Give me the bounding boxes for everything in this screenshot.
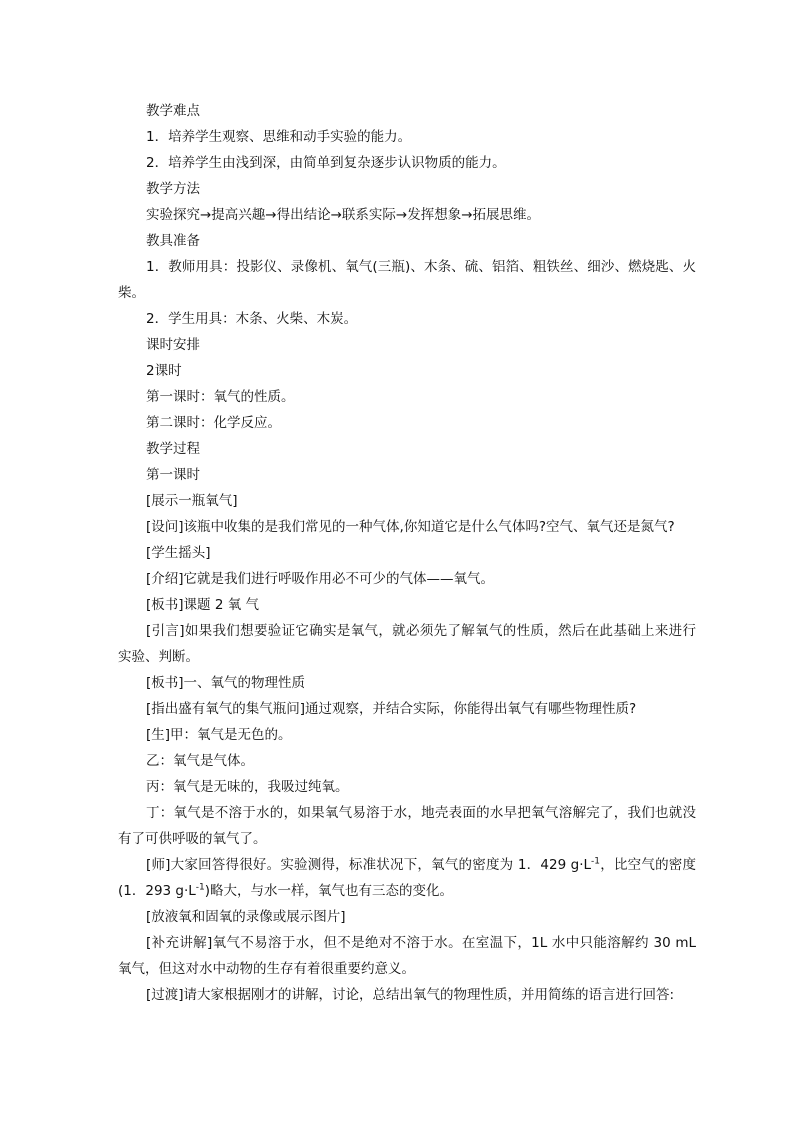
paragraph: 丁：氧气是不溶于水的，如果氧气易溶于水，地壳表面的水早把氧气溶解完了，我们也就没有了可供呼吸的氧气了。: [118, 805, 696, 847]
paragraph-list: [118, 98, 696, 852]
density-text-2: ，比空气的密度(1．293 g·L: [118, 857, 696, 899]
paragraph: 2课时: [146, 363, 182, 379]
paragraph: [设问]该瓶中收集的是我们常见的一种气体,你知道它是什么气体吗?空气、氧气还是氮气?: [146, 519, 675, 535]
unit-exponent: -1: [591, 856, 601, 867]
paragraph: 实验探究→提高兴趣→得出结论→联系实际→发挥想象→拓展思维。: [146, 207, 541, 223]
density-text-1: [师]大家回答得很好。实验测得，标准状况下，氧气的密度为 1．429 g·L: [146, 857, 592, 873]
paragraph: 乙：氧气是气体。: [146, 753, 254, 769]
paragraph: 第二课时：化学反应。: [146, 415, 281, 431]
paragraph-list-tail: [118, 904, 696, 1008]
density-text-3: )略大，与水一样，氧气也有三态的变化。: [204, 883, 454, 899]
paragraph: [指出盛有氧气的集气瓶问]通过观察，并结合实际，你能得出氧气有哪些物理性质?: [146, 701, 637, 717]
paragraph: [介绍]它就是我们进行呼吸作用必不可少的气体——氧气。: [146, 571, 495, 587]
paragraph: [学生摇头]: [146, 545, 211, 561]
paragraph: 教学方法: [146, 181, 200, 197]
paragraph: 教学过程: [146, 441, 200, 457]
paragraph: 1．培养学生观察、思维和动手实验的能力。: [146, 129, 412, 145]
paragraph: [展示一瓶氧气]: [146, 493, 238, 509]
paragraph: 课时安排: [146, 337, 200, 353]
paragraph: 2．学生用具：木条、火柴、木炭。: [146, 311, 358, 327]
density-paragraph: [118, 852, 696, 904]
unit-exponent: -1: [195, 882, 205, 893]
paragraph: 第一课时: [146, 467, 200, 483]
paragraph: [过渡]请大家根据刚才的讲解，讨论，总结出氧气的物理性质，并用简练的语言进行回答:: [146, 987, 675, 1003]
paragraph: [放液氧和固氧的录像或展示图片]: [146, 909, 346, 925]
paragraph: 丙：氧气是无味的，我吸过纯氧。: [146, 779, 349, 795]
paragraph: [补充讲解]氧气不易溶于水，但不是绝对不溶于水。在室温下，1L 水中只能溶解约 30 mL 氧气，但这对水中动物的生存有着很重要约意义。: [118, 935, 696, 977]
paragraph: [引言]如果我们想要验证它确实是氧气，就必须先了解氧气的性质，然后在此基础上来进行实验、判断。: [118, 623, 696, 665]
paragraph: 2．培养学生由浅到深，由简单到复杂逐步认识物质的能力。: [146, 155, 506, 171]
paragraph: [板书]一、氧气的物理性质: [146, 675, 306, 691]
paragraph: 教学难点: [146, 103, 200, 119]
paragraph: [板书]课题 2 氧 气: [146, 597, 259, 613]
paragraph: 教具准备: [146, 233, 200, 249]
paragraph: [生]甲：氧气是无色的。: [146, 727, 292, 743]
paragraph: 1．教师用具：投影仪、录像机、氧气(三瓶)、木条、硫、铝箔、粗铁丝、细沙、燃烧匙、火柴。: [118, 259, 696, 301]
document-body: [118, 98, 696, 1008]
paragraph: 第一课时：氧气的性质。: [146, 389, 295, 405]
